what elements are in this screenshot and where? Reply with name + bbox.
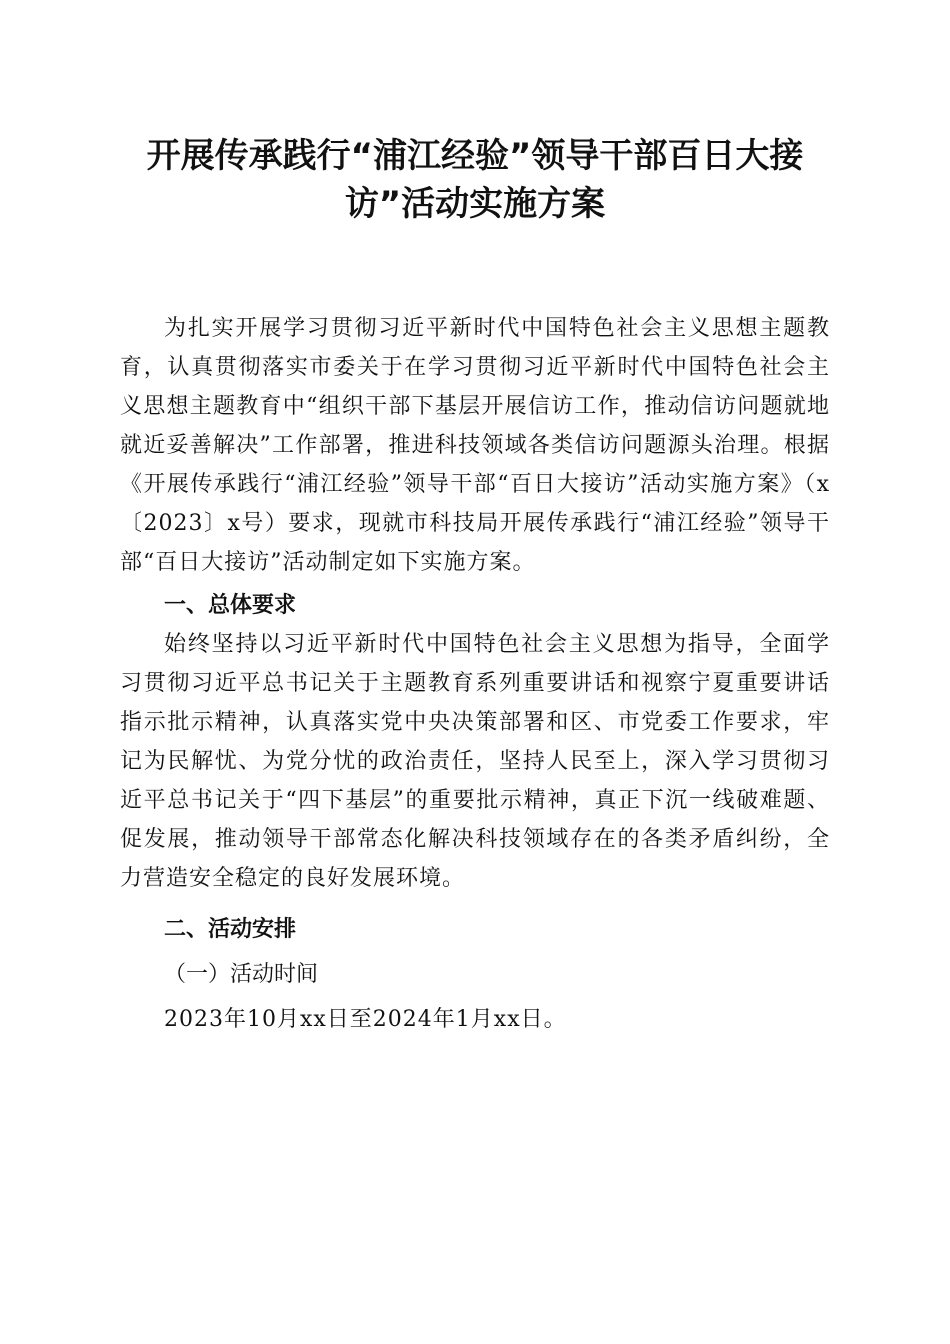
sub-heading-activity-time: （一）活动时间 bbox=[164, 962, 319, 987]
document-title bbox=[120, 132, 830, 228]
overall-requirements-paragraph: 始终坚持以习近平新时代中国特色社会主义思想为指导，全面学习贯彻习近平总书记关于主题教育系列重要讲话和视察宁夏重要讲话指示批示精神，认真落实党中央决策部署和区、市党委工作要求，牢记为民解忧、为党分忧的政治责任，坚持人民至上，深入学习贯彻习近平总书记关于“四下基层”的重要批示精神，真正下沉一线破难题、促发展，推动领导干部常态化解决科技领域存在的各类矛盾纠纷，全力营造安全稳定的良好发展环境。 bbox=[120, 632, 830, 891]
intro-paragraph: 为扎实开展学习贯彻习近平新时代中国特色社会主义思想主题教育，认真贯彻落实市委关于在学习贯彻习近平新时代中国特色社会主义思想主题教育中“组织干部下基层开展信访工作，推动信访问题就地就近妥善解决”工作部署，推进科技领域各类信访问题源头治理。根据《开展传承践行“浦江经验”领导干部“百日大接访”活动实施方案》（x〔2023〕x号）要求，现就市科技局开展传承践行“浦江经验”领导干部“百日大接访”活动制定如下实施方案。 bbox=[120, 316, 830, 575]
document-page bbox=[120, 132, 830, 1039]
title-line-2: 访”活动实施方案 bbox=[344, 184, 606, 224]
section-heading-overall-requirements: 一、总体要求 bbox=[164, 593, 297, 618]
section-heading-activity-arrangement: 二、活动安排 bbox=[164, 917, 297, 942]
title-line-1: 开展传承践行“浦江经验”领导干部百日大接 bbox=[146, 136, 804, 176]
document-body bbox=[120, 309, 830, 1039]
activity-time-paragraph: 2023年10月xx日至2024年1月xx日。 bbox=[164, 1007, 567, 1032]
